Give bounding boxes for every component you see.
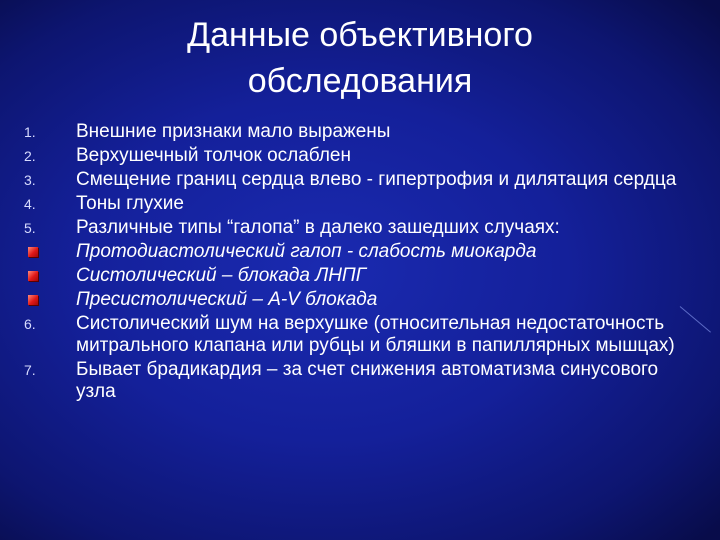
list-item-4 xyxy=(24,193,694,215)
item-number: 5. xyxy=(24,220,36,236)
item-number: 1. xyxy=(24,124,36,140)
item-text: Бывает брадикардия – за счет снижения автоматизма синусового узла xyxy=(76,359,659,402)
item-text: Протодиастолический галоп - слабость миокарда xyxy=(76,241,537,262)
list-item-5 xyxy=(24,217,694,239)
slide-title xyxy=(110,12,610,104)
red-square-bullet-icon xyxy=(28,247,38,257)
item-text: Тоны глухие xyxy=(76,193,184,214)
red-square-bullet-icon xyxy=(28,295,38,305)
red-square-bullet-icon xyxy=(28,271,38,281)
item-text: Различные типы “галопа” в далеко зашедших случаях: xyxy=(76,217,560,238)
item-number: 6. xyxy=(24,316,36,332)
list-item-1 xyxy=(24,121,694,143)
title-line-1: Данные объективного xyxy=(187,16,533,54)
item-text: Систолический шум на верхушке (относительная недостаточность митрального клапана или рубцы и бляшки в папиллярных мышцах) xyxy=(76,313,675,356)
item-number: 3. xyxy=(24,172,36,188)
findings-list xyxy=(24,121,694,405)
item-number: 2. xyxy=(24,148,36,164)
title-line-2: обследования xyxy=(247,62,473,100)
sub-item-protodiastolic xyxy=(24,241,694,263)
list-item-6 xyxy=(24,313,694,357)
sub-item-presystolic xyxy=(24,289,694,311)
item-text: Систолический – блокада ЛНПГ xyxy=(76,265,367,286)
sub-bullet xyxy=(24,289,76,311)
item-number: 7. xyxy=(24,362,36,378)
sub-bullet xyxy=(24,241,76,263)
list-item-7 xyxy=(24,359,694,403)
sub-item-systolic xyxy=(24,265,694,287)
list-item-3 xyxy=(24,169,694,191)
item-text: Верхушечный толчок ослаблен xyxy=(76,145,351,166)
item-text: Пресистолический – А-V блокада xyxy=(76,289,378,310)
item-number: 4. xyxy=(24,196,36,212)
item-text: Внешние признаки мало выражены xyxy=(76,121,391,142)
list-item-2 xyxy=(24,145,694,167)
sub-bullet xyxy=(24,265,76,287)
item-text: Смещение границ сердца влево - гипертрофия и дилятация сердца xyxy=(76,169,677,190)
